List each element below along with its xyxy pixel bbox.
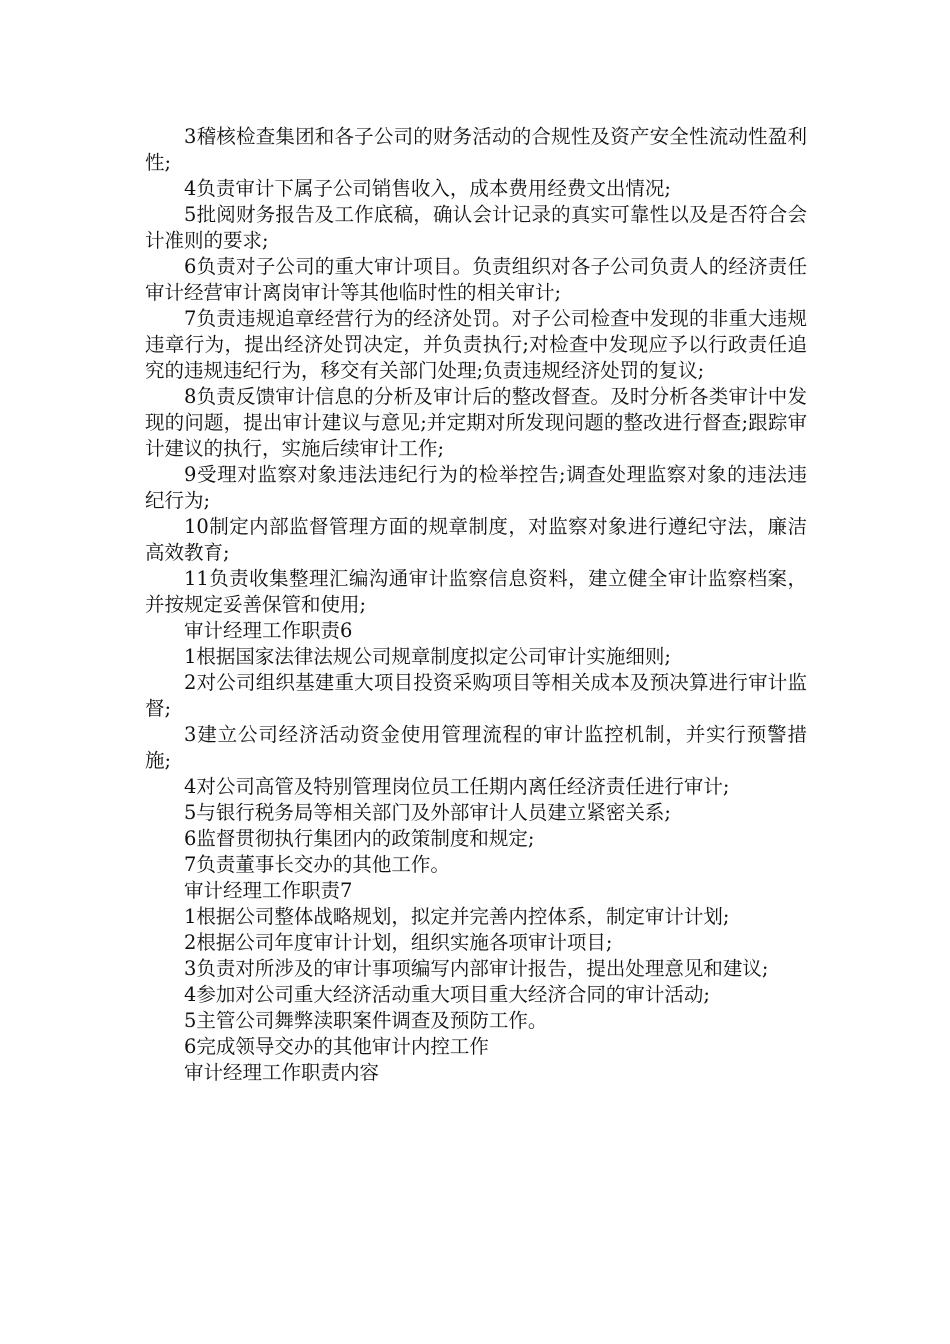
paragraph: 9受理对监察对象违法违纪行为的检举控告;调查处理监察对象的违法违纪行为; [145,463,807,512]
paragraph: 10制定内部监督管理方面的规章制度，对监察对象进行遵纪守法，廉洁高效教育; [145,515,807,564]
paragraph: 2根据公司年度审计计划，组织实施各项审计项目; [184,931,613,954]
document-body [145,124,807,1086]
paragraph: 5批阅财务报告及工作底稿，确认会计记录的真实可靠性以及是否符合会计准则的要求; [145,203,807,252]
paragraph: 4负责审计下属子公司销售收入，成本费用经费文出情况; [184,177,671,200]
paragraph: 6负责对子公司的重大审计项目。负责组织对各子公司负责人的经济责任审计经营审计离岗审计等其他临时性的相关审计; [145,255,807,304]
paragraph: 11负责收集整理汇编沟通审计监察信息资料，建立健全审计监察档案，并按规定妥善保管和使用; [145,567,807,616]
section-heading: 审计经理工作职责内容 [184,1061,380,1084]
paragraph: 6完成领导交办的其他审计内控工作 [184,1035,489,1058]
paragraph: 3建立公司经济活动资金使用管理流程的审计监控机制，并实行预警措施; [145,723,807,772]
paragraph: 2对公司组织基建重大项目投资采购项目等相关成本及预决算进行审计监督; [145,671,807,720]
paragraph: 4对公司高管及特别管理岗位员工任期内离任经济责任进行审计; [184,775,730,798]
paragraph: 5与银行税务局等相关部门及外部审计人员建立紧密关系; [184,801,671,824]
paragraph: 8负责反馈审计信息的分析及审计后的整改督查。及时分析各类审计中发现的问题，提出审计建议与意见;并定期对所发现问题的整改进行督查;跟踪审计建议的执行，实施后续审计工作; [145,385,807,460]
paragraph: 3负责对所涉及的审计事项编写内部审计报告，提出处理意见和建议; [184,957,769,980]
paragraph: 5主管公司舞弊渎职案件调查及预防工作。 [184,1009,548,1032]
paragraph: 1根据公司整体战略规划，拟定并完善内控体系，制定审计计划; [184,905,730,928]
section-heading: 审计经理工作职责7 [184,879,353,902]
paragraph: 7负责违规追章经营行为的经济处罚。对子公司检查中发现的非重大违规违章行为，提出经济处罚决定，并负责执行;对检查中发现应予以行政责任追究的违规违纪行为，移交有关部门处理;负责违规经济处罚的复议; [145,307,807,382]
paragraph: 4参加对公司重大经济活动重大项目重大经济合同的审计活动; [184,983,710,1006]
paragraph: 1根据国家法律法规公司规章制度拟定公司审计实施细则; [184,645,671,668]
section-heading: 审计经理工作职责6 [184,619,353,642]
paragraph: 3稽核检查集团和各子公司的财务活动的合规性及资产安全性流动性盈利性; [145,125,807,174]
paragraph: 6监督贯彻执行集团内的政策制度和规定; [184,827,535,850]
paragraph: 7负责董事长交办的其他工作。 [184,853,450,876]
